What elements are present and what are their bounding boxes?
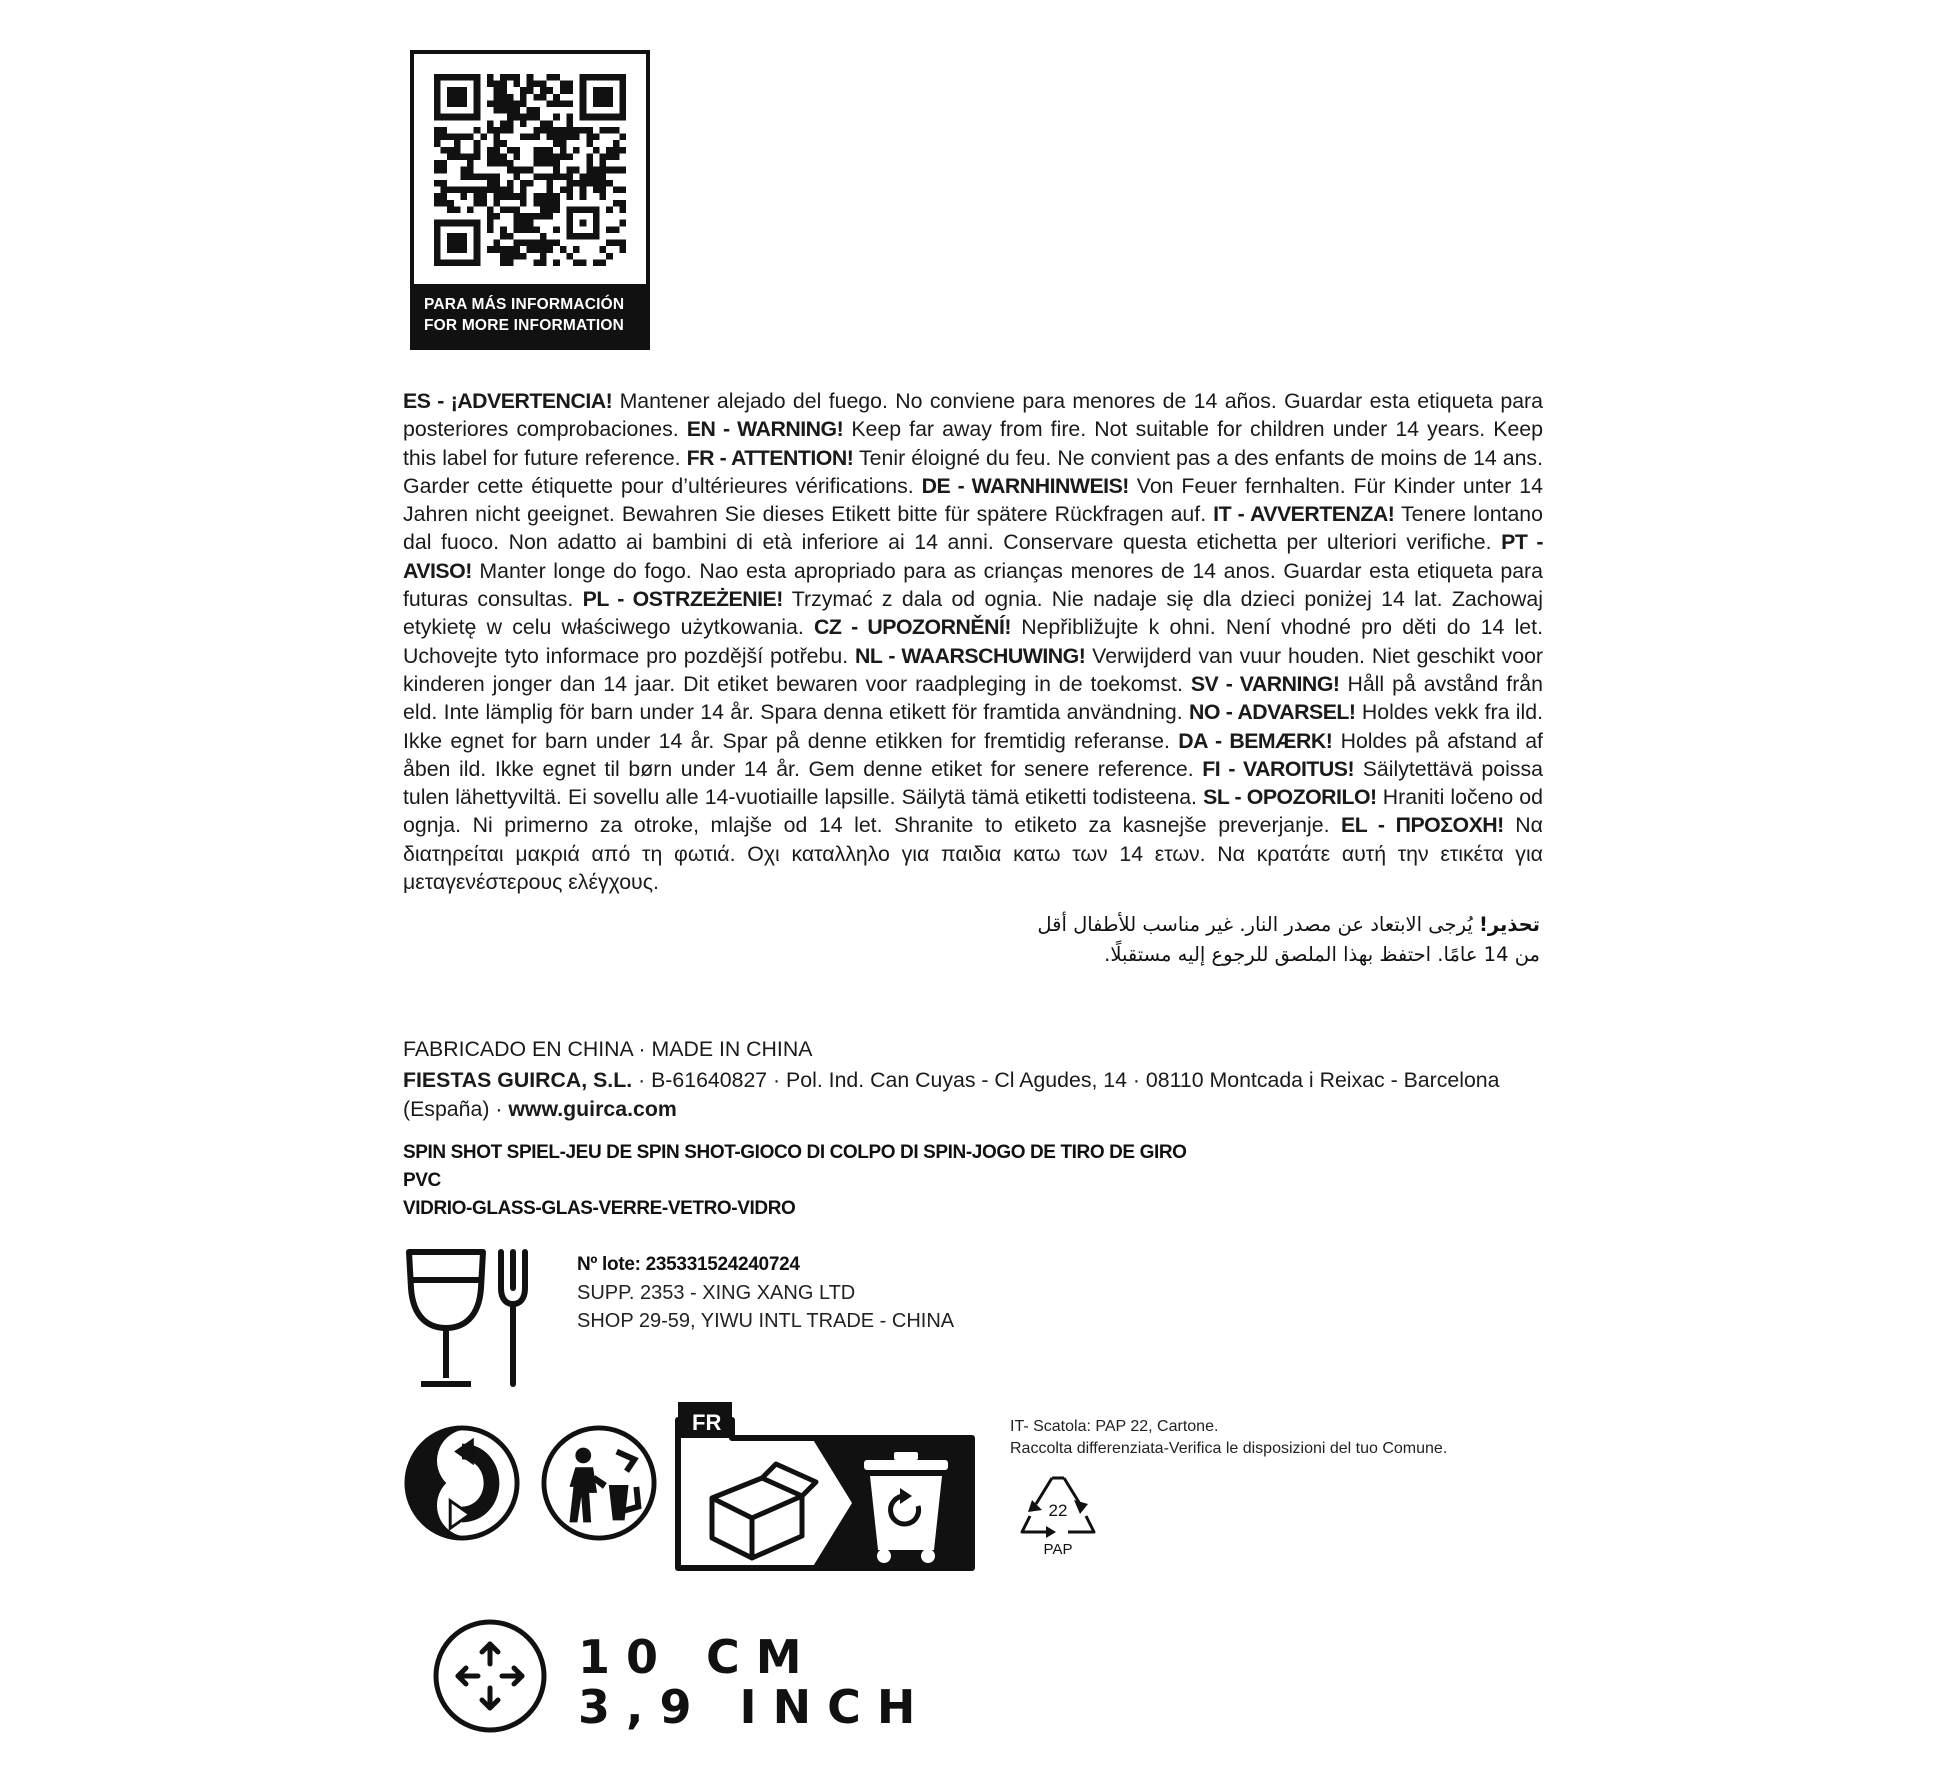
warning-it-text: Tenere lontano dal fuoco. Non adatto ai bambini di età inferiore ai 14 anni. Conservare questa etichetta per ulteriori verifiche. bbox=[403, 502, 1544, 555]
size-cm: 10 CM bbox=[578, 1630, 818, 1684]
warning-de-heading: DE - WARNHINWEIS! bbox=[921, 473, 1129, 498]
triman-panel bbox=[672, 1398, 982, 1574]
green-dot-icon bbox=[403, 1424, 521, 1542]
company-address: · B-61640827 · Pol. Ind. Can Cuyas - Cl Agudes, 14 · 08110 Montcada i Reixac - Barcelona (España) · bbox=[403, 1068, 1500, 1121]
qr-caption-es: PARA MÁS INFORMACIÓN bbox=[424, 296, 625, 313]
warning-no-text: Holdes vekk fra ild. Ikke egnet for barn under 14 år. Spar på denne etikken for fremtidig referanse. bbox=[403, 700, 1543, 753]
warning-es-heading: ES - ¡ADVERTENCIA! bbox=[403, 389, 613, 413]
warning-sv-heading: SV - VARNING! bbox=[1190, 671, 1340, 696]
qr-code-icon bbox=[434, 74, 626, 266]
warning-ar-heading: تحذير! bbox=[1479, 913, 1540, 936]
warning-pt-heading: PT - AVISO! bbox=[403, 530, 1543, 583]
warning-cz-text: Nepřibližujte k ohni. Není vhodné pro děti do 14 let. Uchovejte tyto informace pro pozdější potřebu. bbox=[403, 615, 1543, 668]
qr-caption bbox=[414, 284, 646, 346]
warning-nl-text: Verwijderd van vuur houden. Niet geschikt voor kinderen jonger dan 14 jaar. Dit etiket bewaren voor raadpleging in de toekomst. bbox=[403, 643, 1543, 696]
size-arrows-icon bbox=[432, 1618, 548, 1734]
pap-number: 22 bbox=[1048, 1501, 1068, 1520]
pap-label: PAP bbox=[1043, 1541, 1073, 1558]
warning-fi-text: Säilytettävä poissa tulen lähettyviltä. Ei sovellu alle 14-vuotiaille lapsille. Säilytä tämä etiketti todisteena. bbox=[403, 756, 1543, 810]
warning-fr-heading: FR - ATTENTION! bbox=[686, 445, 854, 470]
warning-pt-text: Manter longe do fogo. Nao esta apropriado para as crianças menores de 14 anos. Guardar esta etiqueta para futuras consultas. bbox=[403, 558, 1543, 612]
material-glass: VIDRIO-GLASS-GLAS-VERRE-VETRO-VIDRO bbox=[403, 1198, 796, 1219]
warning-cz-heading: CZ - UPOZORNĚNÍ! bbox=[813, 615, 1011, 640]
shop-line: SHOP 29-59, YIWU INTL TRADE - CHINA bbox=[577, 1310, 955, 1332]
warning-de-text: Von Feuer fernhalten. Für Kinder unter 14 Jahren nicht geeignet. Bewahren Sie dieses Etikett bitte für spätere Rückfragen auf. bbox=[403, 473, 1543, 527]
material-pvc: PVC bbox=[403, 1170, 441, 1191]
company-website: www.guirca.com bbox=[508, 1097, 677, 1121]
warning-sl-text: Hraniti ločeno od ognja. Ni primerno za otroke, mlajše od 14 let. Shranite to etiketo za kasnejše preverjanje. bbox=[403, 785, 1543, 838]
warning-ar-text-2: من 14 عامًا. احتفظ بهذا الملصق للرجوع إليه مستقبلًا. bbox=[1104, 943, 1540, 966]
warning-el-heading: EL - ΠΡΟΣΟΧΗ! bbox=[1341, 813, 1504, 838]
warning-it-heading: IT - AVVERTENZA! bbox=[1213, 502, 1395, 527]
warning-da-text: Holdes på afstand af åben ild. Ikke egnet til børn under 14 år. Gem denne etiket for senere reference. bbox=[403, 728, 1543, 781]
warning-en-text: Keep far away from fire. Not suitable for children under 14 years. Keep this label for future reference. bbox=[403, 417, 1543, 470]
pap-recycling-icon bbox=[1018, 1470, 1098, 1558]
recycling-it-line1: IT- Scatola: PAP 22, Cartone. bbox=[1010, 1418, 1219, 1435]
supplier-line: SUPP. 2353 - XING XANG LTD bbox=[577, 1282, 856, 1304]
lot-number: Nº lote: 235331524240724 bbox=[577, 1254, 800, 1275]
warning-da-heading: DA - BEMÆRK! bbox=[1178, 728, 1333, 753]
warning-sv-text: Håll på avstånd från eld. Inte lämplig för barn under 14 år. Spara denna etikett för framtida användning. bbox=[403, 671, 1543, 725]
triman-box-icon bbox=[712, 1464, 816, 1558]
tidyman-icon bbox=[540, 1424, 658, 1542]
warning-pl-heading: PL - OSTRZEŻENIE! bbox=[582, 587, 783, 612]
size-inch: 3,9 INCH bbox=[578, 1680, 932, 1734]
qr-caption-en: FOR MORE INFORMATION bbox=[424, 317, 625, 334]
food-contact-icon bbox=[405, 1248, 540, 1388]
warning-no-heading: NO - ADVARSEL! bbox=[1188, 700, 1356, 725]
safety-warnings bbox=[403, 387, 1543, 896]
warning-fi-heading: FI - VAROITUS! bbox=[1202, 756, 1355, 781]
warning-ar bbox=[990, 910, 1540, 970]
warning-el-text: Να διατηρείται μακριά από τη φωτιά. Οχι καταλληλο για παιδια κατω των 14 ετων. Να κρατάτε αυτή την ετικέτα για μεταγενέστερους ελέγχους. bbox=[403, 813, 1543, 895]
warning-fr-text: Tenir éloigné du feu. Ne convient pas a des enfants de moins de 14 ans. Garder cette étiquette pour d’ultérieures vérifications. bbox=[403, 445, 1543, 498]
recycling-it-line2: Raccolta differenziata-Verifica le disposizioni del tuo Comune. bbox=[1010, 1440, 1448, 1457]
qr-code-panel bbox=[410, 50, 650, 350]
made-in-label: FABRICADO EN CHINA · MADE IN CHINA bbox=[403, 1037, 813, 1061]
product-name: SPIN SHOT SPIEL-JEU DE SPIN SHOT-GIOCO DI COLPO DI SPIN-JOGO DE TIRO DE GIRO bbox=[403, 1142, 1187, 1163]
warning-ar-line1 bbox=[990, 910, 1540, 940]
company-info bbox=[403, 1066, 1543, 1124]
warning-ar-text-1: يُرجى الابتعاد عن مصدر النار. غير مناسب للأطفال أقل bbox=[1037, 913, 1479, 936]
company-name: FIESTAS GUIRCA, S.L. bbox=[403, 1068, 633, 1092]
warning-pl-text: Trzymać z dala od ognia. Nie nadaje się dla dzieci poniżej 14 lat. Zachowaj etykietę w celu właściwego użytkowania. bbox=[403, 587, 1544, 640]
warning-sl-heading: SL - OPOZORILO! bbox=[1203, 785, 1377, 810]
triman-country-label: FR bbox=[692, 1410, 722, 1435]
warning-en-heading: EN - WARNING! bbox=[686, 417, 844, 442]
warning-es-text: Mantener alejado del fuego. No conviene para menores de 14 años. Guardar esta etiqueta para posteriores comprobaciones. bbox=[403, 389, 1543, 442]
warning-nl-heading: NL - WAARSCHUWING! bbox=[855, 643, 1086, 668]
